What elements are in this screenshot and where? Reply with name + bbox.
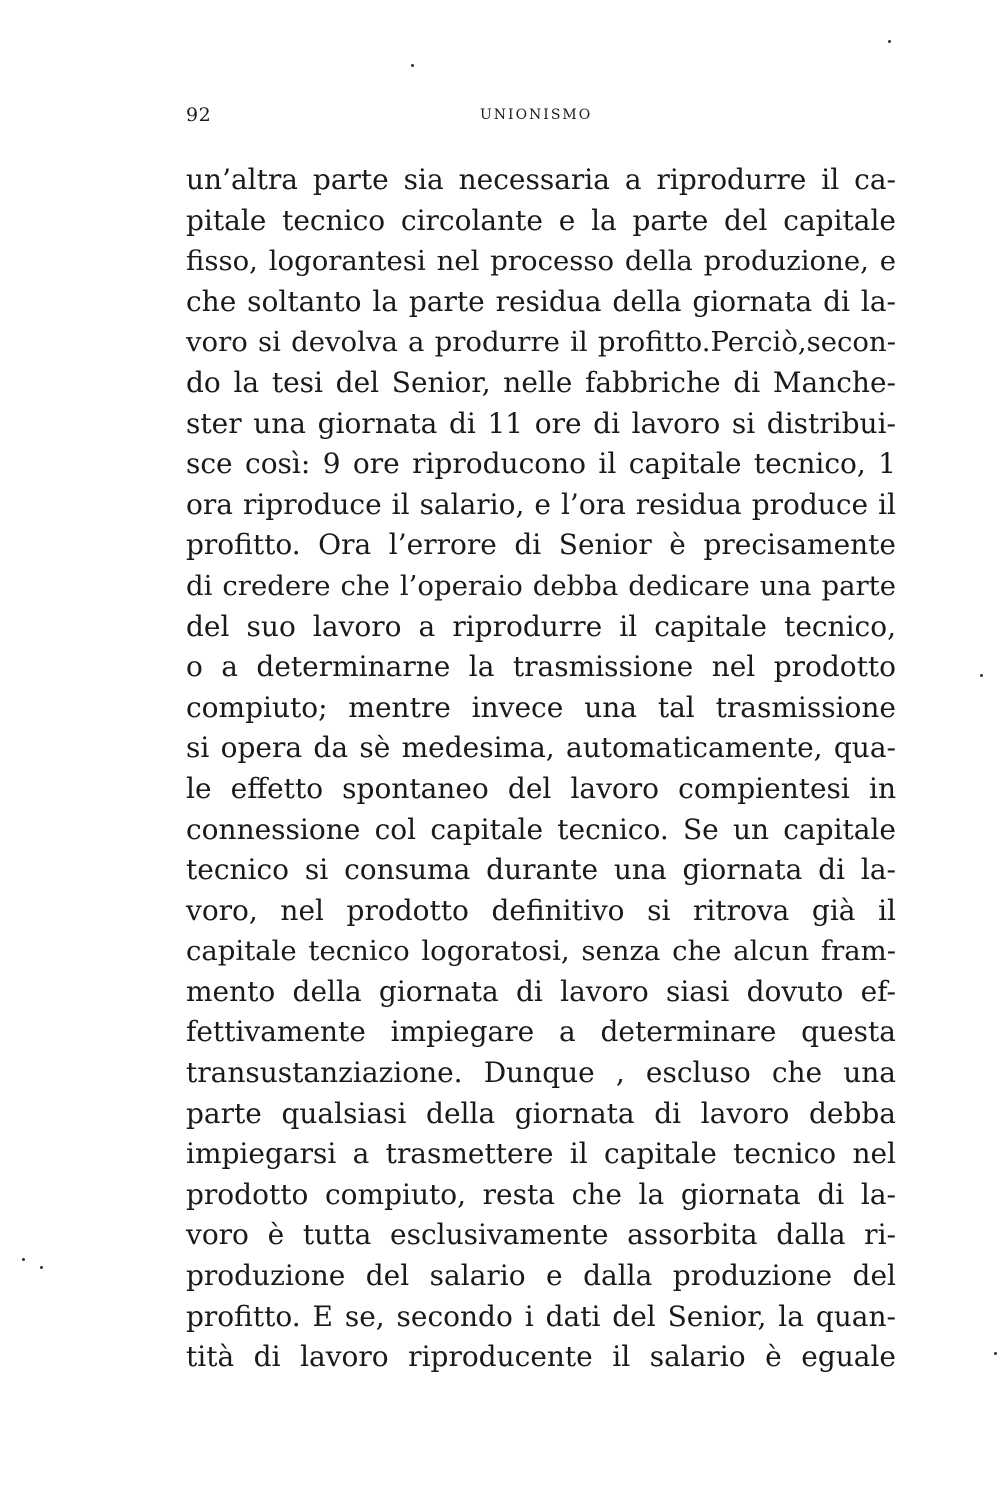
text-line: del suo lavoro a riprodurre il capitale tecnico, (186, 609, 896, 643)
text-line: produzione del salario e dalla produzione del (186, 1259, 896, 1293)
text-line: ster una giornata di 11 ore di lavoro si distribui- (186, 406, 896, 440)
text-line: le effetto spontaneo del lavoro compientesi in (186, 771, 896, 805)
text-line: prodotto compiuto, resta che la giornata di la- (186, 1177, 896, 1211)
text-line: fisso, logorantesi nel processo della produzione, e (186, 245, 896, 278)
text-line: profitto. Ora l’errore di Senior è precisamente (186, 528, 896, 562)
page-number: 92 (186, 104, 212, 126)
scan-speck (40, 1266, 43, 1269)
text-line: connessione col capitale tecnico. Se un capitale (186, 812, 896, 846)
text-line: tecnico si consuma durante una giornata di la- (186, 853, 896, 887)
scan-speck (888, 40, 891, 43)
text-line: compiuto; mentre invece una tal trasmissione (186, 690, 896, 724)
running-title: UNIONISMO (480, 107, 593, 123)
running-head (186, 104, 892, 130)
scan-speck (994, 1352, 997, 1355)
body-text (186, 160, 896, 1378)
scan-speck (22, 1258, 25, 1261)
text-line: impiegarsi a trasmettere il capitale tecnico nel (186, 1137, 896, 1171)
text-line: profitto. E se, secondo i dati del Senior, la quan- (186, 1299, 896, 1333)
scan-speck (411, 64, 414, 67)
text-line: do la tesi del Senior, nelle fabbriche di Manche- (186, 365, 896, 399)
text-line: di credere che l’operaio debba dedicare una parte (186, 569, 896, 602)
text-line: voro si devolva a produrre il profitto.Perciò,secon- (186, 326, 896, 359)
text-line: ora riproduce il salario, e l’ora residua produce il (186, 487, 896, 521)
text-line: o a determinarne la trasmissione nel prodotto (186, 650, 896, 684)
text-line: fettivamente impiegare a determinare questa (186, 1015, 896, 1049)
text-line: transustanziazione. Dunque , escluso che una (186, 1056, 896, 1090)
text-line: capitale tecnico logoratosi, senza che alcun fram- (186, 935, 896, 968)
scan-speck (980, 674, 983, 677)
text-line: tità di lavoro riproducente il salario è eguale (186, 1340, 896, 1374)
text-line: voro, nel prodotto definitivo si ritrova già il (186, 893, 896, 927)
text-line: sce così: 9 ore riproducono il capitale tecnico, 1 (186, 447, 896, 481)
text-line: parte qualsiasi della giornata di lavoro debba (186, 1096, 896, 1130)
text-line: si opera da sè medesima, automaticamente, qua- (186, 731, 896, 765)
text-line: mento della giornata di lavoro siasi dovuto ef- (186, 974, 896, 1008)
text-line: un’altra parte sia necessaria a riprodurre il ca- (186, 163, 896, 196)
text-line: che soltanto la parte residua della giornata di la- (186, 284, 896, 318)
text-line: voro è tutta esclusivamente assorbita dalla ri- (186, 1218, 896, 1252)
text-line: pitale tecnico circolante e la parte del capitale (186, 203, 896, 237)
